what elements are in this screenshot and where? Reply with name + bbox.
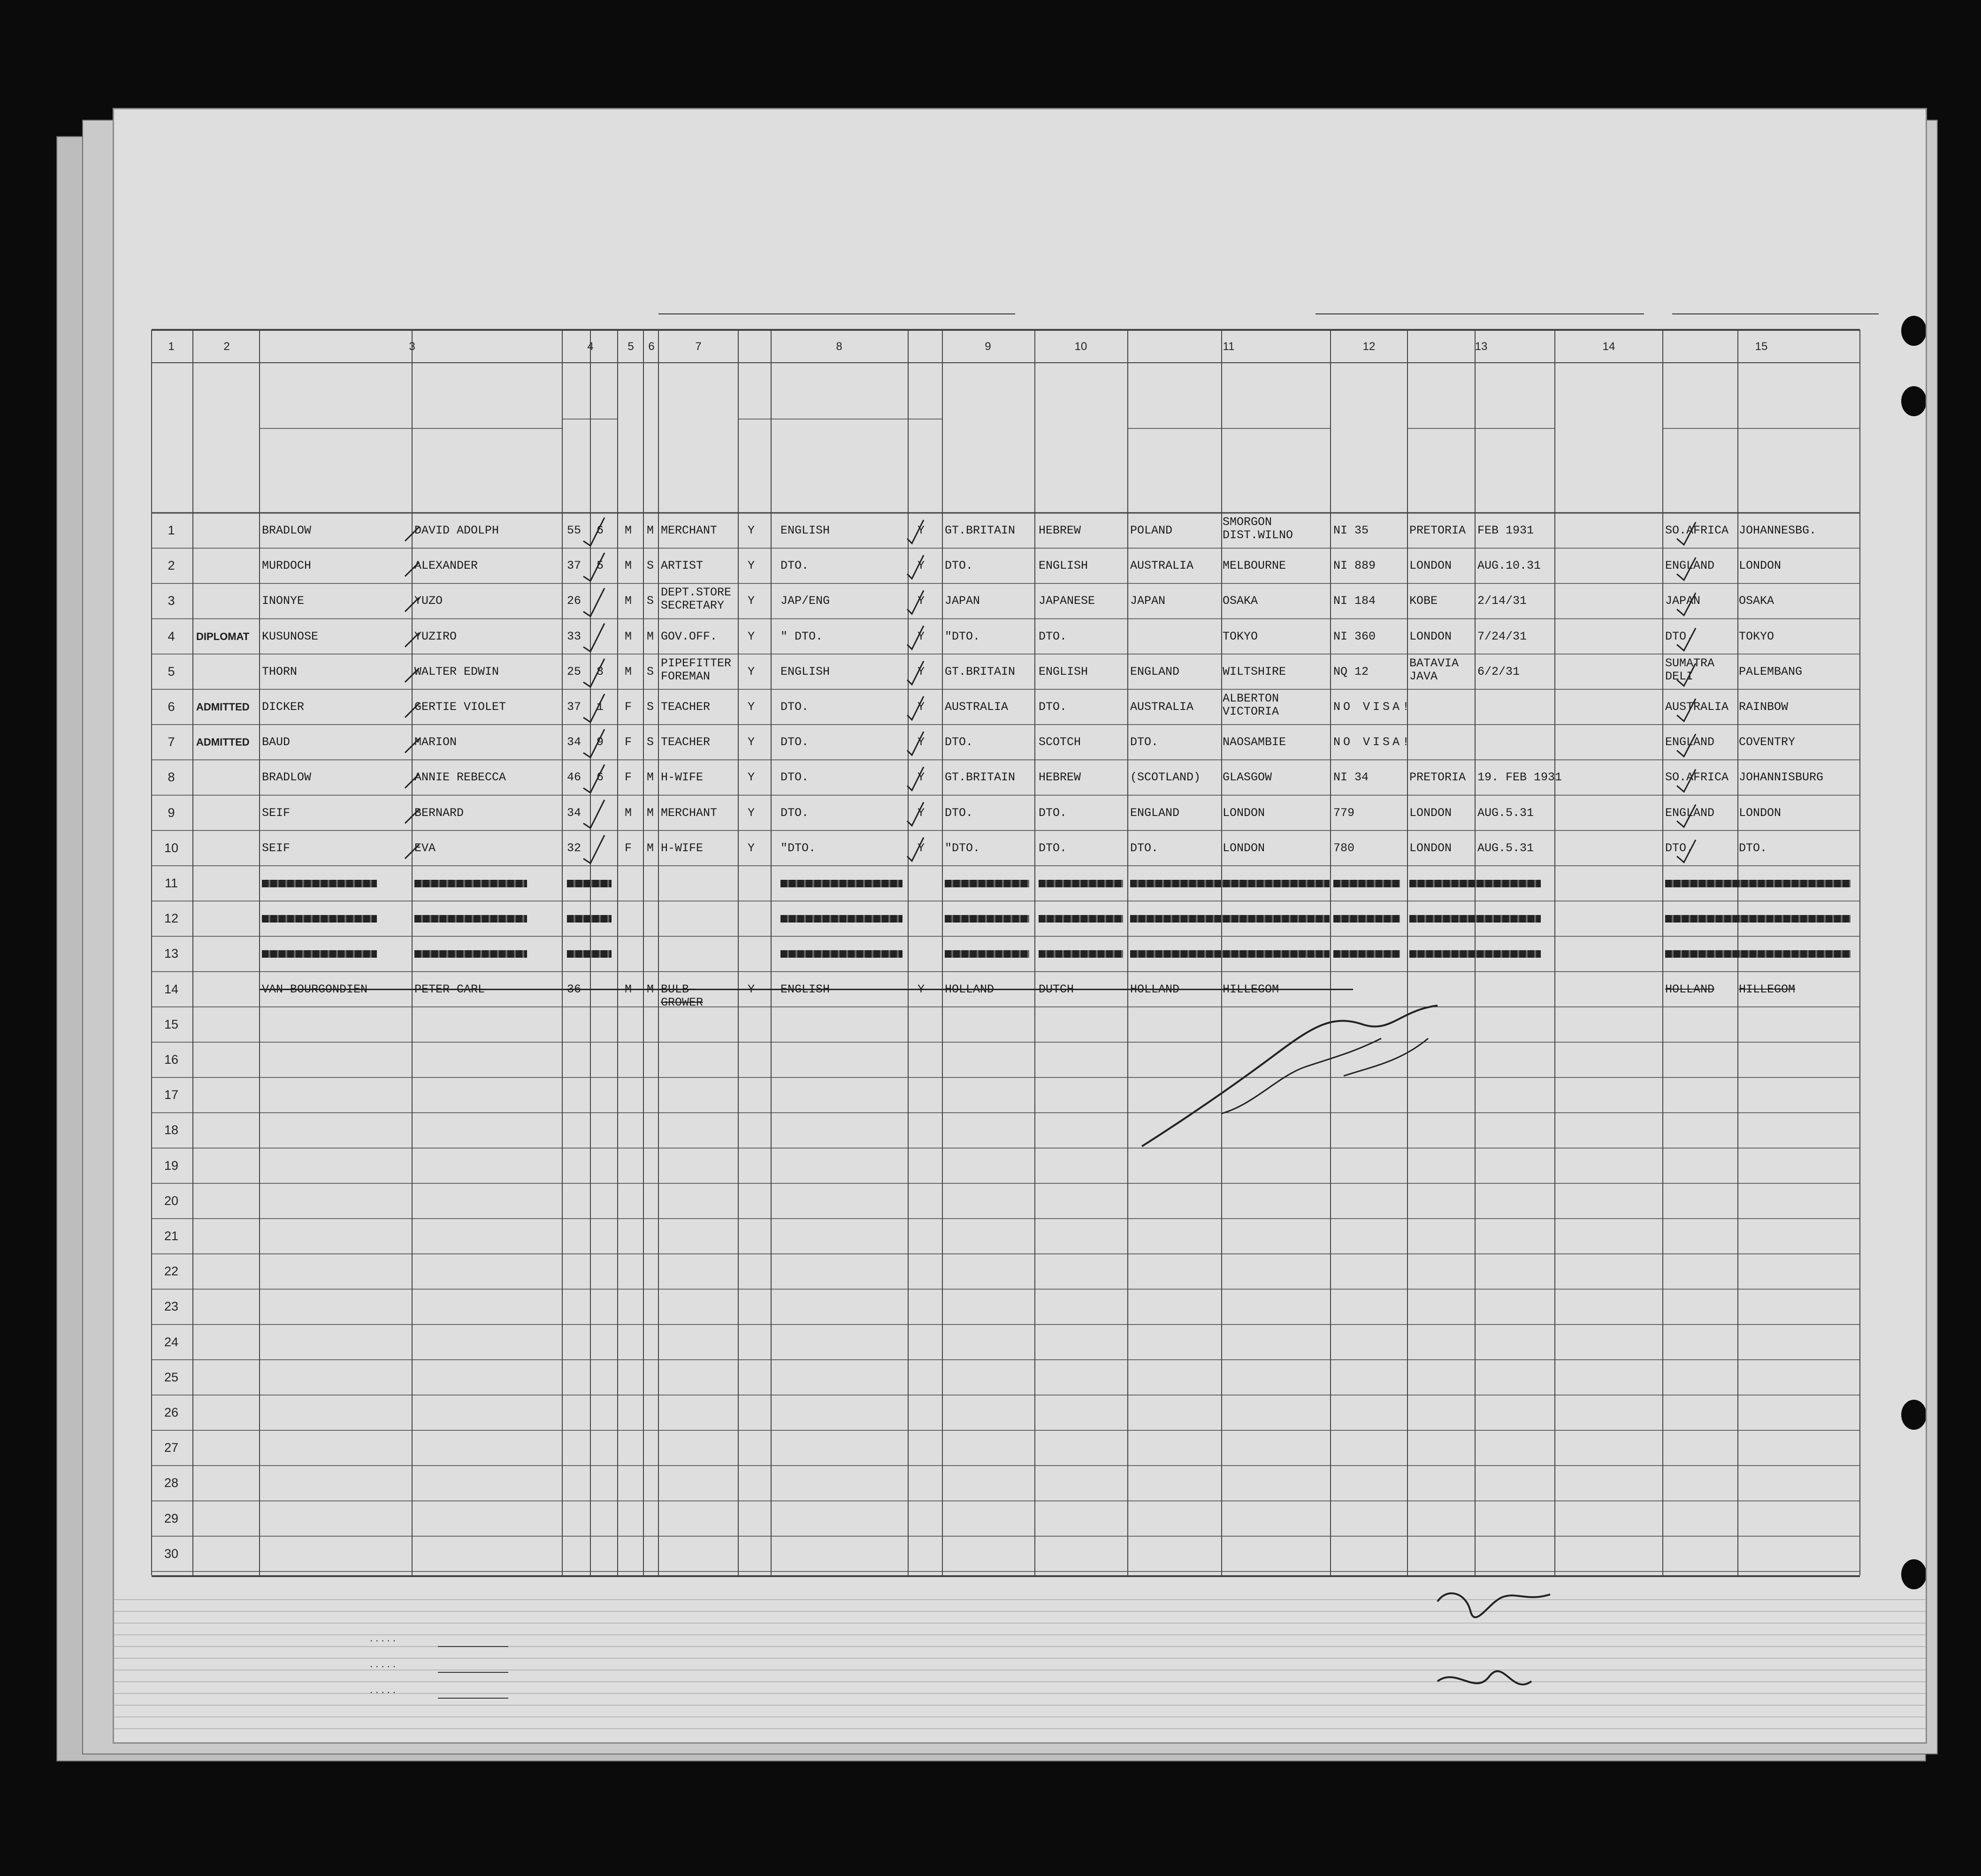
occupation: DEPT.STORE SECRETARY — [661, 586, 732, 613]
occupation: MERCHANT — [661, 806, 718, 820]
officer-signature — [1419, 1573, 1569, 1723]
age-years: 26 — [567, 594, 581, 608]
struck-out-entry — [1039, 880, 1123, 887]
given-name: EVA — [414, 841, 436, 855]
occupation: GOV.OFF. — [661, 629, 718, 643]
age-months: 6 — [597, 524, 604, 537]
race: DUTCH — [1039, 982, 1074, 996]
birth-city: WILTSHIRE — [1223, 664, 1286, 679]
given-name: YUZIRO — [414, 629, 457, 643]
column-number: 10 — [1074, 340, 1087, 353]
residence-country: DTO. — [1665, 841, 1694, 855]
struck-out-entry — [262, 880, 377, 887]
struck-out-entry — [1333, 915, 1400, 923]
column-number: 5 — [627, 340, 634, 353]
birth-country: ENGLAND — [1130, 806, 1180, 820]
given-name: MARION — [414, 735, 457, 749]
column-number: 4 — [587, 340, 594, 353]
read-language: DTO. — [780, 770, 809, 785]
family-name: BRADLOW — [262, 524, 312, 537]
birth-city: LONDON — [1223, 841, 1265, 855]
column-number: 12 — [1362, 340, 1376, 353]
manifest-page: 1 2 3 4 5 6 7 8 9 10 11 12 13 14 15 1 BRADLOW DAVID ADOLPH 55 6 M M MERCHANT Y ENGLISH Y GT.BRITAIN HEBREW POLAND SMORGON DIST.WILNO NI 35 PRETORIA FEB 1931 SO.AFRICA JOHANNESBG. 2 MURDOCH ALEXANDER 37 5 M S ARTIST Y DTO. Y DTO. ENGLISH AUSTRALIA MELBOURNE NI 889 LONDON AUG.10.31 ENGLAND LONDON 3 INONYE YUZO 26 M S DEPT.STORE SECRETARY Y JAP/ENG Y JAPAN JAPANESE JAPAN OSAKA NI 184 KOBE 2/14/31 JAPAN OSAKA 4 DIPLOMAT KUSUNOSE YUZIRO 33 M M GOV.OFF. Y " DTO. Y "DTO. DTO. TOKYO NI 360 LONDON 7/24/31 DTO. TOKYO 5 THORN WALTER EDWIN 25 8 M S PIPEFITTER FOREMAN Y ENGLISH Y GT.BRITAIN ENGLISH ENGLAND WILTSHIRE NQ 12 BATAVIA JAVA 6/2/31 SUMATRA DELI PALEMBANG 6 ADMITTED DICKER GERTIE VIOLET 37 1 F S TEACHER Y DTO. Y AUSTRALIA DTO. AUSTRALIA ALBERTON VICTORIA NO VISA! AUSTRALIA RAINBOW 7 ADMITTED BAUD MARION 34 9 F S TEACHER Y DTO. Y DTO. SCOTCH DTO. NAOSAMBIE NO VISA! ENGLAND COVENTRY 8 BRADLOW ANNIE REBECCA 46 6 F M H-WIFE Y DTO. Y GT.BRITAIN HEBREW (SCOTLAND) GLASGOW NI 34 PRETORIA 19. FEB 1931 SO.AFRICA JOHANNISBURG 9 SEIF BERNARD 34 M M MERCHANT Y DTO. Y DTO. DTO. ENGLAND LONDON 779 LONDON AUG.5.31 ENGLAND LONDON 10 SEIF EVA 32 F M H-WIFE Y "DTO. Y "DTO. DTO. DTO. LONDON 780 LONDON AUG.5.31 DTO. DTO. 11 12 13 14 VAN BOURGONDIEN PETER CARL 36 M M BULB-GROWER Y ENGLISH Y HOLLAND DUTCH HOLLAND HILLEGOM HOLLAND HILLEGOM 15 16 17 18 19 20 21 22 23 24 25 26 27 28 29 30 . . . . . . . . . . . . . . . — [113, 108, 1927, 1744]
visa-number: 780 — [1333, 841, 1355, 855]
issued-date: 19. FEB 1931 — [1477, 770, 1562, 785]
married-status: S — [647, 700, 654, 714]
birth-country: DTO. — [1130, 841, 1159, 855]
occupation: PIPEFITTER FOREMAN — [661, 656, 732, 683]
can-write: Y — [918, 806, 925, 820]
residence-city: RAINBOW — [1739, 700, 1789, 714]
age-years: 33 — [567, 629, 581, 643]
occupation: MERCHANT — [661, 524, 718, 537]
family-name: MURDOCH — [262, 559, 312, 573]
residence-country: HOLLAND — [1665, 982, 1715, 996]
row-number: 12 — [164, 911, 179, 926]
can-write: Y — [918, 524, 925, 537]
can-read: Y — [748, 594, 755, 608]
read-language: DTO. — [780, 806, 809, 820]
age-years: 36 — [567, 982, 581, 996]
struck-out-entry — [567, 880, 612, 887]
row-number: 1 — [168, 523, 175, 537]
column-number: 6 — [648, 340, 655, 353]
age-years: 25 — [567, 664, 581, 679]
row-number: 13 — [164, 946, 179, 961]
table-grid — [114, 109, 1926, 1742]
issued-place: LONDON — [1409, 841, 1452, 855]
married-status: M — [647, 629, 654, 643]
birth-city: HILLEGOM — [1223, 982, 1279, 996]
column-number: 11 — [1223, 340, 1235, 353]
head-tax-status: DIPLOMAT — [196, 630, 250, 642]
sex: F — [625, 841, 632, 855]
struck-out-entry — [1409, 950, 1541, 958]
birth-country: POLAND — [1130, 524, 1173, 537]
can-write: Y — [918, 594, 925, 608]
struck-out-entry — [262, 950, 377, 958]
birth-city: LONDON — [1223, 806, 1265, 820]
read-language: DTO. — [780, 559, 809, 573]
column-number: 7 — [695, 340, 702, 353]
inspector-signature — [1137, 996, 1466, 1156]
can-read: Y — [748, 770, 755, 785]
can-read: Y — [748, 841, 755, 855]
row-number: 7 — [168, 735, 175, 749]
column-number: 15 — [1755, 340, 1768, 353]
nationality: AUSTRALIA — [945, 700, 1009, 714]
age-years: 55 — [567, 524, 581, 537]
married-status: M — [647, 841, 654, 855]
row-number: 25 — [164, 1370, 179, 1384]
residence-city: COVENTRY — [1739, 735, 1796, 749]
can-read: Y — [748, 524, 755, 537]
age-months: 6 — [597, 770, 604, 785]
column-number: 1 — [168, 340, 175, 353]
birth-country: AUSTRALIA — [1130, 559, 1194, 573]
can-read: Y — [748, 700, 755, 714]
sex: M — [625, 524, 632, 537]
residence-country: ENGLAND — [1665, 806, 1715, 820]
sex: F — [625, 770, 632, 785]
struck-out-entry — [1333, 880, 1400, 887]
visa-number: NI 889 — [1333, 559, 1376, 573]
binder-hole — [1901, 316, 1927, 346]
row-number: 27 — [164, 1441, 179, 1455]
family-name: THORN — [262, 664, 298, 679]
struck-out-entry — [1665, 950, 1851, 958]
struck-out-entry — [780, 915, 903, 923]
visa-number: NO VISA! — [1333, 735, 1413, 749]
residence-city: JOHANNISBURG — [1739, 770, 1824, 785]
issued-place: BATAVIA JAVA — [1409, 656, 1459, 683]
age-months: 9 — [597, 735, 604, 749]
family-name: BAUD — [262, 735, 291, 749]
issued-date: 6/2/31 — [1477, 664, 1520, 679]
row-number: 18 — [164, 1123, 179, 1137]
struck-out-entry — [1039, 950, 1123, 958]
row-number: 17 — [164, 1088, 179, 1102]
married-status: M — [647, 806, 654, 820]
row-number: 16 — [164, 1052, 179, 1067]
can-read: Y — [748, 806, 755, 820]
row-number: 3 — [168, 594, 175, 608]
sex: F — [625, 700, 632, 714]
birth-city: ALBERTON VICTORIA — [1223, 692, 1279, 718]
residence-city: JOHANNESBG. — [1739, 524, 1817, 537]
age-years: 34 — [567, 735, 581, 749]
struck-out-entry — [1333, 950, 1400, 958]
row-number: 30 — [164, 1546, 179, 1561]
struck-out-entry — [1409, 915, 1541, 923]
can-write: Y — [918, 700, 925, 714]
column-number: 14 — [1602, 340, 1615, 353]
occupation: TEACHER — [661, 735, 711, 749]
visa-number: NQ 12 — [1333, 664, 1369, 679]
nationality: DTO. — [945, 806, 973, 820]
struck-out-entry — [1130, 915, 1330, 923]
can-write: Y — [918, 629, 925, 643]
family-name: SEIF — [262, 806, 291, 820]
occupation: H-WIFE — [661, 770, 704, 785]
married-status: M — [647, 524, 654, 537]
given-name: ANNIE REBECCA — [414, 770, 506, 785]
residence-country: ENGLAND — [1665, 735, 1715, 749]
can-write: Y — [918, 841, 925, 855]
birth-country: (SCOTLAND) — [1130, 770, 1201, 785]
row-number: 11 — [164, 876, 178, 890]
married-status: M — [647, 982, 654, 996]
given-name: YUZO — [414, 594, 443, 608]
residence-city: LONDON — [1739, 806, 1782, 820]
head-tax-status: ADMITTED — [196, 701, 250, 713]
can-read: Y — [748, 982, 755, 996]
nationality: "DTO. — [945, 629, 980, 643]
struck-out-entry — [414, 880, 527, 887]
us-citizens-value — [438, 1672, 508, 1673]
occupation: BULB-GROWER — [661, 982, 704, 1009]
issued-place: PRETORIA — [1409, 524, 1466, 537]
birth-country: DTO. — [1130, 735, 1159, 749]
race: ENGLISH — [1039, 664, 1088, 679]
visa-number: NI 34 — [1333, 770, 1369, 785]
residence-country: SO.AFRICA — [1665, 524, 1729, 537]
birth-country: HOLLAND — [1130, 982, 1180, 996]
row-number: 22 — [164, 1264, 179, 1279]
struck-out-entry — [567, 950, 612, 958]
issued-place: LONDON — [1409, 559, 1452, 573]
sex: M — [625, 629, 632, 643]
can-read: Y — [748, 664, 755, 679]
residence-country: DTO. — [1665, 629, 1694, 643]
sex: M — [625, 559, 632, 573]
struck-out-entry — [567, 915, 612, 923]
residence-city: HILLEGOM — [1739, 982, 1796, 996]
struck-out-entry — [414, 915, 527, 923]
read-language: ENGLISH — [780, 524, 830, 537]
row-number: 19 — [164, 1158, 179, 1173]
residence-city: OSAKA — [1739, 594, 1774, 608]
race: HEBREW — [1039, 524, 1081, 537]
given-name: BERNARD — [414, 806, 464, 820]
residence-city: TOKYO — [1739, 629, 1774, 643]
row-number: 28 — [164, 1476, 179, 1490]
race: ENGLISH — [1039, 559, 1088, 573]
row-number: 14 — [164, 982, 179, 996]
row-number: 26 — [164, 1405, 179, 1419]
birth-country: ENGLAND — [1130, 664, 1180, 679]
birth-city: TOKYO — [1223, 629, 1258, 643]
married-status: S — [647, 559, 654, 573]
struck-out-entry — [262, 915, 377, 923]
struck-out-entry — [1665, 880, 1851, 887]
binder-hole — [1901, 1400, 1927, 1430]
age-months: 8 — [597, 664, 604, 679]
row-number: 15 — [164, 1017, 179, 1031]
race: DTO. — [1039, 806, 1067, 820]
race: DTO. — [1039, 629, 1067, 643]
race: HEBREW — [1039, 770, 1081, 785]
family-name: INONYE — [262, 594, 305, 608]
can-write: Y — [918, 982, 925, 996]
read-language: DTO. — [780, 735, 809, 749]
birth-city: OSAKA — [1223, 594, 1258, 608]
married-status: S — [647, 664, 654, 679]
age-years: 32 — [567, 841, 581, 855]
struck-out-entry — [780, 950, 903, 958]
column-number: 3 — [409, 340, 415, 353]
struck-out-entry — [414, 950, 527, 958]
issued-place: LONDON — [1409, 806, 1452, 820]
married-status: S — [647, 735, 654, 749]
married-status: S — [647, 594, 654, 608]
row-number: 24 — [164, 1335, 179, 1349]
row-number: 5 — [168, 664, 175, 679]
residence-city: LONDON — [1739, 559, 1782, 573]
family-name: KUSUNOSE — [262, 629, 319, 643]
can-read: Y — [748, 735, 755, 749]
occupation: TEACHER — [661, 700, 711, 714]
visa-number: NI 35 — [1333, 524, 1369, 537]
sex: M — [625, 806, 632, 820]
binder-hole — [1901, 1559, 1927, 1589]
issued-date: AUG.5.31 — [1477, 841, 1534, 855]
age-months: 1 — [597, 700, 604, 714]
given-name: GERTIE VIOLET — [414, 700, 506, 714]
given-name: PETER CARL — [414, 982, 485, 996]
visa-number: NI 184 — [1333, 594, 1376, 608]
nationality: JAPAN — [945, 594, 980, 608]
row-number: 2 — [168, 558, 175, 573]
birth-city: NAOSAMBIE — [1223, 735, 1286, 749]
occupation: H-WIFE — [661, 841, 704, 855]
residence-country: ENGLAND — [1665, 559, 1715, 573]
age-years: 37 — [567, 559, 581, 573]
can-read: Y — [748, 559, 755, 573]
row-number: 9 — [168, 805, 175, 820]
read-language: " DTO. — [780, 629, 823, 643]
row-number: 8 — [168, 770, 175, 785]
struck-out-entry — [1039, 915, 1123, 923]
issued-place: LONDON — [1409, 629, 1452, 643]
family-name: SEIF — [262, 841, 291, 855]
struck-out-entry — [1130, 950, 1330, 958]
row-number: 21 — [164, 1229, 179, 1243]
birth-city: MELBOURNE — [1223, 559, 1286, 573]
read-language: ENGLISH — [780, 982, 830, 996]
sex: M — [625, 594, 632, 608]
head-tax-status: ADMITTED — [196, 736, 250, 748]
can-write: Y — [918, 770, 925, 785]
issued-date: 7/24/31 — [1477, 629, 1527, 643]
row-number: 10 — [164, 840, 179, 855]
race: JAPANESE — [1039, 594, 1095, 608]
can-write: Y — [918, 664, 925, 679]
family-name: BRADLOW — [262, 770, 312, 785]
row-number: 23 — [164, 1299, 179, 1314]
row-number: 20 — [164, 1193, 179, 1208]
nationality: GT.BRITAIN — [945, 770, 1016, 785]
residence-city: PALEMBANG — [1739, 664, 1803, 679]
struck-out-entry — [945, 950, 1029, 958]
issued-place: PRETORIA — [1409, 770, 1466, 785]
issued-date: 2/14/31 — [1477, 594, 1527, 608]
visa-number: 779 — [1333, 806, 1355, 820]
nationality: "DTO. — [945, 841, 980, 855]
read-language: DTO. — [780, 700, 809, 714]
column-number: 13 — [1475, 340, 1488, 353]
nationality: DTO. — [945, 735, 973, 749]
given-name: ALEXANDER — [414, 559, 478, 573]
row-number: 4 — [168, 629, 175, 643]
birth-country: AUSTRALIA — [1130, 700, 1194, 714]
birth-city: SMORGON DIST.WILNO — [1223, 515, 1293, 542]
given-name: DAVID ADOLPH — [414, 524, 499, 537]
issued-date: FEB 1931 — [1477, 524, 1534, 537]
family-name: VAN BOURGONDIEN — [262, 982, 368, 996]
struck-out-entry — [1409, 880, 1541, 887]
struck-out-entry — [945, 880, 1029, 887]
residence-country: SUMATRA DELI — [1665, 656, 1715, 683]
nationality: GT.BRITAIN — [945, 524, 1016, 537]
issued-place: KOBE — [1409, 594, 1438, 608]
row-number: 29 — [164, 1511, 179, 1525]
residence-country: JAPAN — [1665, 594, 1701, 608]
birth-country: JAPAN — [1130, 594, 1166, 608]
column-number: 8 — [836, 340, 842, 353]
struck-out-entry — [945, 915, 1029, 923]
birth-city: GLASGOW — [1223, 770, 1272, 785]
sex: F — [625, 735, 632, 749]
can-read: Y — [748, 629, 755, 643]
age-years: 34 — [567, 806, 581, 820]
issued-date: AUG.5.31 — [1477, 806, 1534, 820]
race: DTO. — [1039, 841, 1067, 855]
age-months: 5 — [597, 559, 604, 573]
age-years: 37 — [567, 700, 581, 714]
given-name: WALTER EDWIN — [414, 664, 499, 679]
nationality: DTO. — [945, 559, 973, 573]
struck-out-entry — [1130, 880, 1330, 887]
struck-out-entry — [780, 880, 903, 887]
issued-date: AUG.10.31 — [1477, 559, 1541, 573]
age-years: 46 — [567, 770, 581, 785]
race: DTO. — [1039, 700, 1067, 714]
can-write: Y — [918, 559, 925, 573]
can-write: Y — [918, 735, 925, 749]
race: SCOTCH — [1039, 735, 1081, 749]
nationality: HOLLAND — [945, 982, 994, 996]
visa-number: NO VISA! — [1333, 700, 1413, 714]
binder-hole — [1901, 386, 1927, 416]
residence-country: SO.AFRICA — [1665, 770, 1729, 785]
visa-number: NI 360 — [1333, 629, 1376, 643]
sex: M — [625, 664, 632, 679]
residence-country: AUSTRALIA — [1665, 700, 1729, 714]
occupation: ARTIST — [661, 559, 704, 573]
read-language: ENGLISH — [780, 664, 830, 679]
sex: M — [625, 982, 632, 996]
struck-out-entry — [1665, 915, 1851, 923]
residence-city: DTO. — [1739, 841, 1767, 855]
read-language: JAP/ENG — [780, 594, 830, 608]
nationality: GT.BRITAIN — [945, 664, 1016, 679]
married-status: M — [647, 770, 654, 785]
column-number: 9 — [985, 340, 991, 353]
row-number: 6 — [168, 700, 175, 714]
column-number: 2 — [223, 340, 230, 353]
read-language: "DTO. — [780, 841, 816, 855]
family-name: DICKER — [262, 700, 305, 714]
